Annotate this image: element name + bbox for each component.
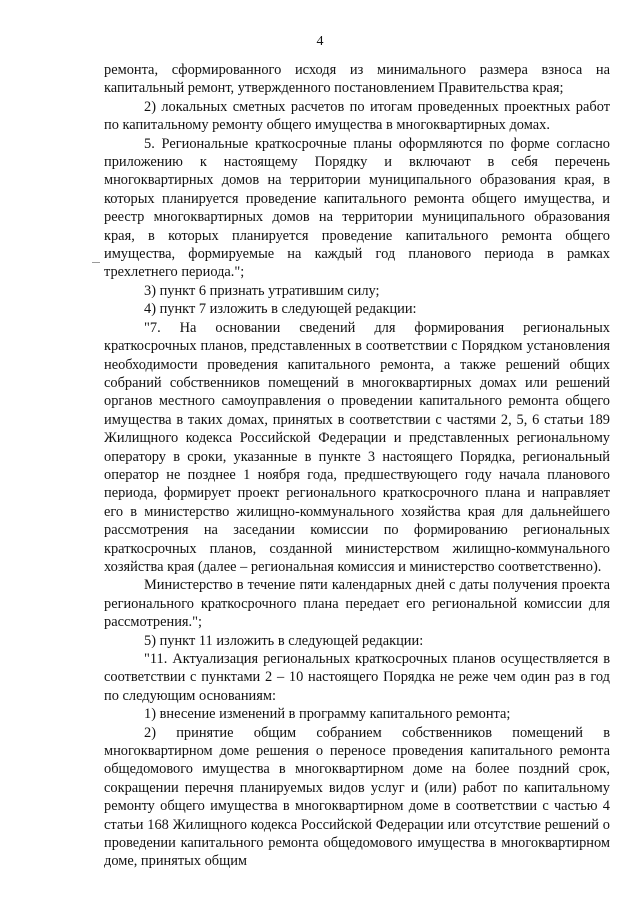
paragraph-10: 1) внесение изменений в программу капитального ремонта; bbox=[144, 706, 511, 723]
paragraph-7: Министерство в течение пяти календарных дней с даты получения проекта регионального краткосрочного плана передает его региональной комиссии для рассмотрения."; bbox=[104, 577, 610, 631]
paragraph-3: 5. Региональные краткосрочные планы оформляются по форме согласно приложению к настоящему Порядку и включают в себя перечень многоквартирных домов на территории муниципального образования края, в которых планируется проведение капитального ремонта общего имущества, и реестр многоквартирных домов на территории муниципального образования края, в которых планируется проведение капитального ремонта общего имущества, формируемые на каждый год планового периода в рамках трехлетнего периода."; bbox=[104, 135, 610, 281]
paragraph-11: 2) принятие общим собранием собственников помещений в многоквартирном доме решения о переносе проведения капитального ремонта общедомового имущества в многоквартирном доме на более поздний срок, сокращении перечня планируемых видов услуг и (или) работ по капитальному ремонту общего имущества в многоквартирном доме в соответствии с частью 4 статьи 168 Жилищного кодекса Российской Федерации или отсутствие решений о проведении капитального ремонта общедомового имущества в многоквартирном доме, принятых общим bbox=[104, 724, 610, 870]
paragraph-2: 2) локальных сметных расчетов по итогам проведенных проектных работ по капитальному ремонту общего имущества в многоквартирных домах. bbox=[104, 98, 610, 134]
document-body bbox=[104, 61, 610, 871]
paragraph-5: 4) пункт 7 изложить в следующей редакции: bbox=[144, 301, 417, 318]
page-number: 4 bbox=[316, 34, 324, 49]
scan-mark bbox=[92, 262, 100, 263]
paragraph-4: 3) пункт 6 признать утратившим силу; bbox=[144, 282, 380, 299]
paragraph-6: "7. На основании сведений для формирования региональных краткосрочных планов, представленных в соответствии с Порядком установления необходимости проведения капитального ремонта, а также решений общих собраний собственников помещений в многоквартирных домах или решений органов местного самоуправления о проведении капитального ремонта общего имущества в таких домах, принятых в соответствии с частями 2, 5, 6 статьи 189 Жилищного кодекса Российской Федерации и представленных региональному оператору в сроки, указанные в пункте 3 настоящего Порядка, региональный оператор не позднее 1 ноября года, предшествующего году начала планового периода, формирует проект регионального краткосрочного плана и направляет его в министерство жилищно-коммунального хозяйства края для дальнейшего рассмотрения на заседании комиссии по формированию региональных краткосрочных планов, созданной министерством жилищно-коммунального хозяйства края (далее – региональная комиссия и министерство соответственно). bbox=[104, 319, 610, 575]
paragraph-8: 5) пункт 11 изложить в следующей редакции: bbox=[144, 632, 424, 649]
paragraph-1: ремонта, сформированного исходя из минимального размера взноса на капитальный ремонт, утвержденного постановлением Правительства края; bbox=[104, 62, 610, 97]
paragraph-9: "11. Актуализация региональных краткосрочных планов осуществляется в соответствии с пунктами 2 – 10 настоящего Порядка не реже чем один раз в год по следующим основаниям: bbox=[104, 651, 610, 704]
